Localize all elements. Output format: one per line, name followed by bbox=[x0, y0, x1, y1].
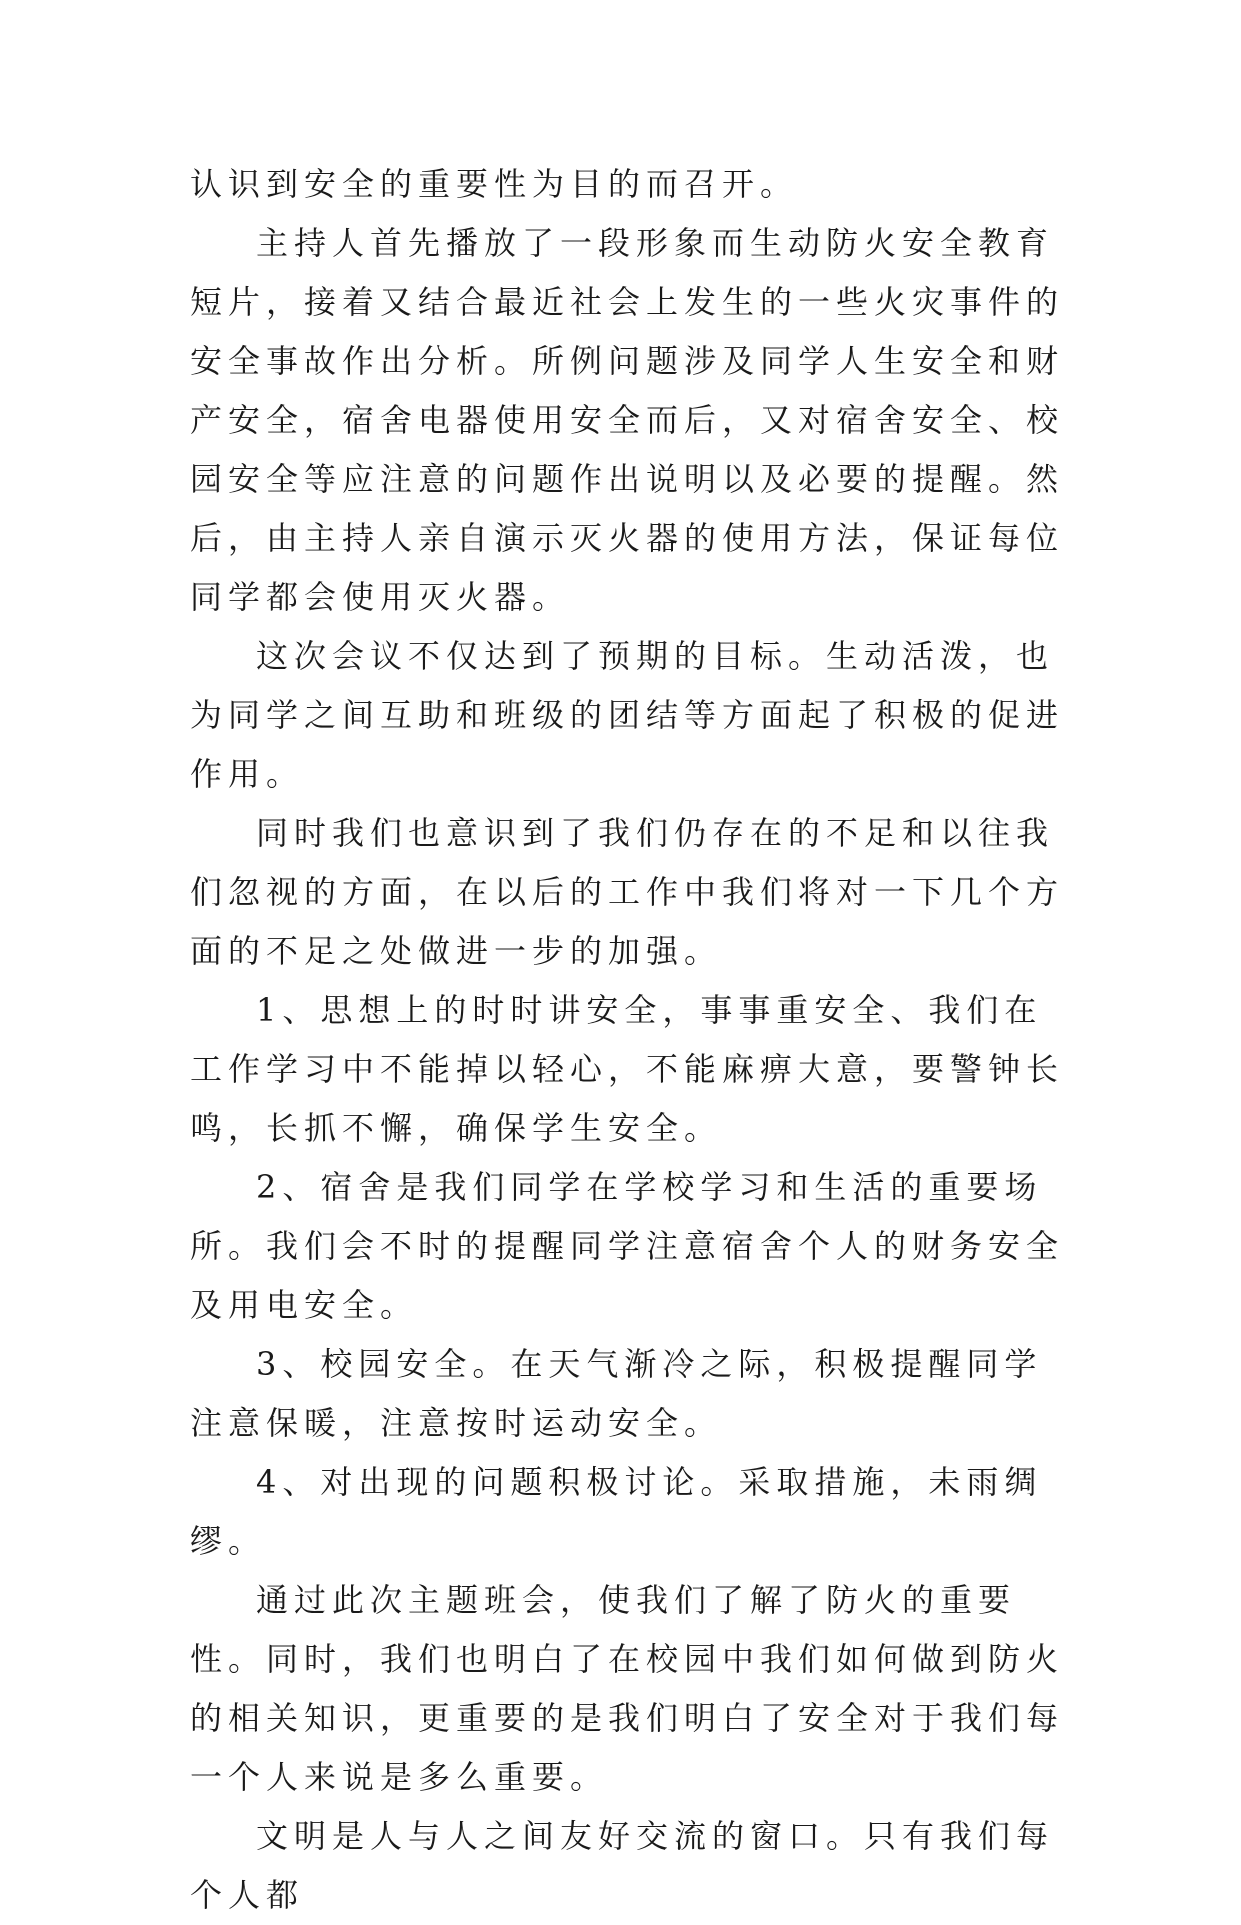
list-item-1: 1、思想上的时时讲安全，事事重安全、我们在工作学习中不能掉以轻心，不能麻痹大意，要警钟长鸣，长抓不懈，确保学生安全。 bbox=[190, 991, 1065, 1147]
paragraph-3: 这次会议不仅达到了预期的目标。生动活泼，也为同学之间互助和班级的团结等方面起了积极的促进作用。 bbox=[190, 637, 1065, 793]
paragraph-6: 文明是人与人之间友好交流的窗口。只有我们每个人都 bbox=[190, 1817, 1055, 1914]
paragraph-5: 通过此次主题班会，使我们了解了防火的重要性。同时，我们也明白了在校园中我们如何做到防火的相关知识，更重要的是我们明白了安全对于我们每一个人来说是多么重要。 bbox=[190, 1581, 1065, 1796]
list-item-3: 3、校园安全。在天气渐冷之际，积极提醒同学注意保暖，注意按时运动安全。 bbox=[190, 1345, 1043, 1442]
list-item-4: 4、对出现的问题积极讨论。采取措施，未雨绸缪。 bbox=[190, 1463, 1043, 1560]
document-page bbox=[190, 155, 1070, 1925]
paragraph-4: 同时我们也意识到了我们仍存在的不足和以往我们忽视的方面，在以后的工作中我们将对一下几个方面的不足之处做进一步的加强。 bbox=[190, 814, 1065, 970]
paragraph-1: 认识到安全的重要性为目的而召开。 bbox=[190, 165, 799, 203]
paragraph-2: 主持人首先播放了一段形象而生动防火安全教育短片，接着又结合最近社会上发生的一些火灾事件的安全事故作出分析。所例问题涉及同学人生安全和财产安全，宿舍电器使用安全而后，又对宿舍安全、校园安全等应注意的问题作出说明以及必要的提醒。然后，由主持人亲自演示灭火器的使用方法，保证每位同学都会使用灭火器。 bbox=[190, 224, 1065, 616]
list-item-2: 2、宿舍是我们同学在学校学习和生活的重要场所。我们会不时的提醒同学注意宿舍个人的财务安全及用电安全。 bbox=[190, 1168, 1065, 1324]
